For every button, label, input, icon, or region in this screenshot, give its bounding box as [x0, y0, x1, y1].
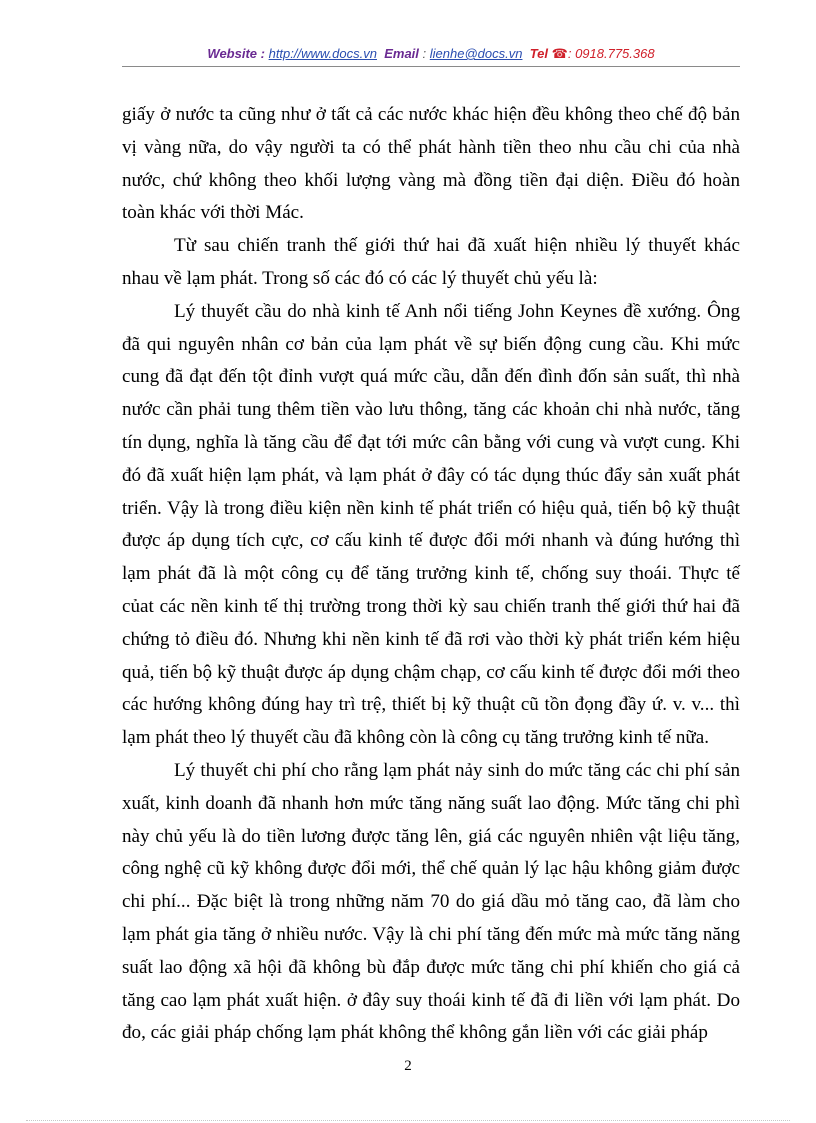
header-divider [122, 66, 740, 67]
website-label: Website : [207, 46, 265, 61]
paragraph [122, 230, 740, 296]
text-line: công nghệ cũ kỹ không được đổi mới, thể chế quản lý lạc hậu không giảm được [122, 858, 740, 880]
page-header [122, 46, 740, 62]
paragraph [122, 99, 740, 230]
text-line: lạm phát đã là một công cụ để tăng trưởng kinh tế, chống suy thoái. Thực tế [122, 563, 740, 585]
text-line: lạm phát theo lý thuyết cầu đã không còn là công cụ tăng trưởng kinh tế nữa. [122, 727, 710, 749]
paragraph [122, 755, 740, 1050]
text-line: tín dụng, nghĩa là tăng cầu để đạt tới mức cân bằng với cung và vượt cung. Khi [122, 431, 740, 453]
text-line: các hướng không đúng hay trì trệ, thiết bị kỹ thuật cũ tồn đọng đầy ứ. v. v... thì [122, 694, 740, 716]
email-separator: : [418, 46, 427, 61]
text-line: quả, tiến bộ kỹ thuật được áp dụng chậm chạp, cơ cấu kinh tế được đổi mới theo [122, 661, 740, 683]
text-line: cung đã đạt đến tột đỉnh vượt quá mức cầu, dẫn đến đình đốn sản suất, thì nhà [122, 366, 740, 388]
text-line: nhau về lạm phát. Trong số các đó có các lý thuyết chủ yếu là: [122, 267, 598, 289]
text-line: đo, các giải pháp chống lạm phát không thể không gắn liền với các giải pháp [122, 1022, 708, 1044]
text-line: nước, chứ không theo khối lượng vàng mà đồng tiền đại diện. Điều đó hoàn [122, 169, 740, 191]
page-number: 2 [404, 1058, 412, 1074]
text-line: xuất, kinh doanh đã nhanh hơn mức tăng năng suất lao động. Mức tăng chi phì [122, 792, 740, 814]
tel-label: Tel [529, 46, 549, 61]
text-line: này chủ yếu là do tiền lương được tăng lên, giá các nguyên nhiên vật liệu tăng, [122, 825, 740, 847]
text-line: Lý thuyết chi phí cho rằng lạm phát nảy sinh do mức tăng các chi phí sản [174, 759, 740, 781]
text-line: được áp dụng tích cực, cơ cấu kinh tế được đổi mới nhanh và đúng hướng thì [122, 530, 740, 552]
text-line: đã qui nguyên nhân cơ bản của lạm phát về sự biến động cung cầu. Khi mức [122, 333, 740, 355]
paragraph [122, 296, 740, 755]
website-link[interactable]: http://www.docs.vn [268, 46, 377, 61]
text-line: củat các nền kinh tế thị trường trong thời kỳ sau chiến tranh thế giới thứ hai đã [122, 595, 740, 617]
text-line: Từ sau chiến tranh thế giới thứ hai đã xuất hiện nhiều lý thuyết khác [174, 235, 740, 257]
email-link[interactable]: lienhe@docs.vn [429, 46, 523, 61]
text-line: chứng tỏ điều đó. Nhưng khi nền kinh tế đã rơi vào thời kỳ phát triển kém hiệu [122, 628, 740, 650]
text-line: triển. Vậy là trong điều kiện nền kinh tế phát triển có hiệu quả, tiến bộ kỹ thuật [122, 497, 740, 519]
tel-number: : 0918.775.368 [567, 46, 655, 61]
document-body [122, 99, 740, 1050]
text-line: chi phí... Đặc biệt là trong những năm 70 do giá dầu mỏ tăng cao, đã làm cho [122, 891, 740, 913]
text-line: giấy ở nước ta cũng như ở tất cả các nước khác hiện đều không theo chế độ bản [122, 104, 740, 125]
text-line: vị vàng nữa, do vậy người ta có thể phát hành tiền theo nhu cầu chi của nhà [122, 136, 740, 158]
page-bottom-border [26, 1120, 790, 1121]
phone-icon: ☎ [551, 46, 568, 61]
text-line: suất lao động xã hội đã không bù đắp được mức tăng chi phí khiến cho giá cả [122, 956, 740, 978]
text-line: toàn khác với thời Mác. [122, 202, 304, 224]
text-line: đó đã xuất hiện lạm phát, và lạm phát ở đây có tác dụng thúc đẩy sản xuất phát [122, 464, 740, 486]
text-line: nước cần phải tung thêm tiền vào lưu thông, tăng các khoản chi nhà nước, tăng [122, 399, 740, 421]
text-line: tăng cao lạm phát xuất hiện. ở đây suy thoái kinh tế đã đi liền với lạm phát. Do [122, 989, 740, 1011]
text-line: lạm phát gia tăng ở nhiều nước. Vậy là chi phí tăng đến mức mà mức tăng năng [122, 923, 740, 945]
email-label: Email [384, 46, 419, 61]
text-line: Lý thuyết cầu do nhà kinh tế Anh nổi tiếng John Keynes đề xướng. Ông [174, 300, 740, 322]
